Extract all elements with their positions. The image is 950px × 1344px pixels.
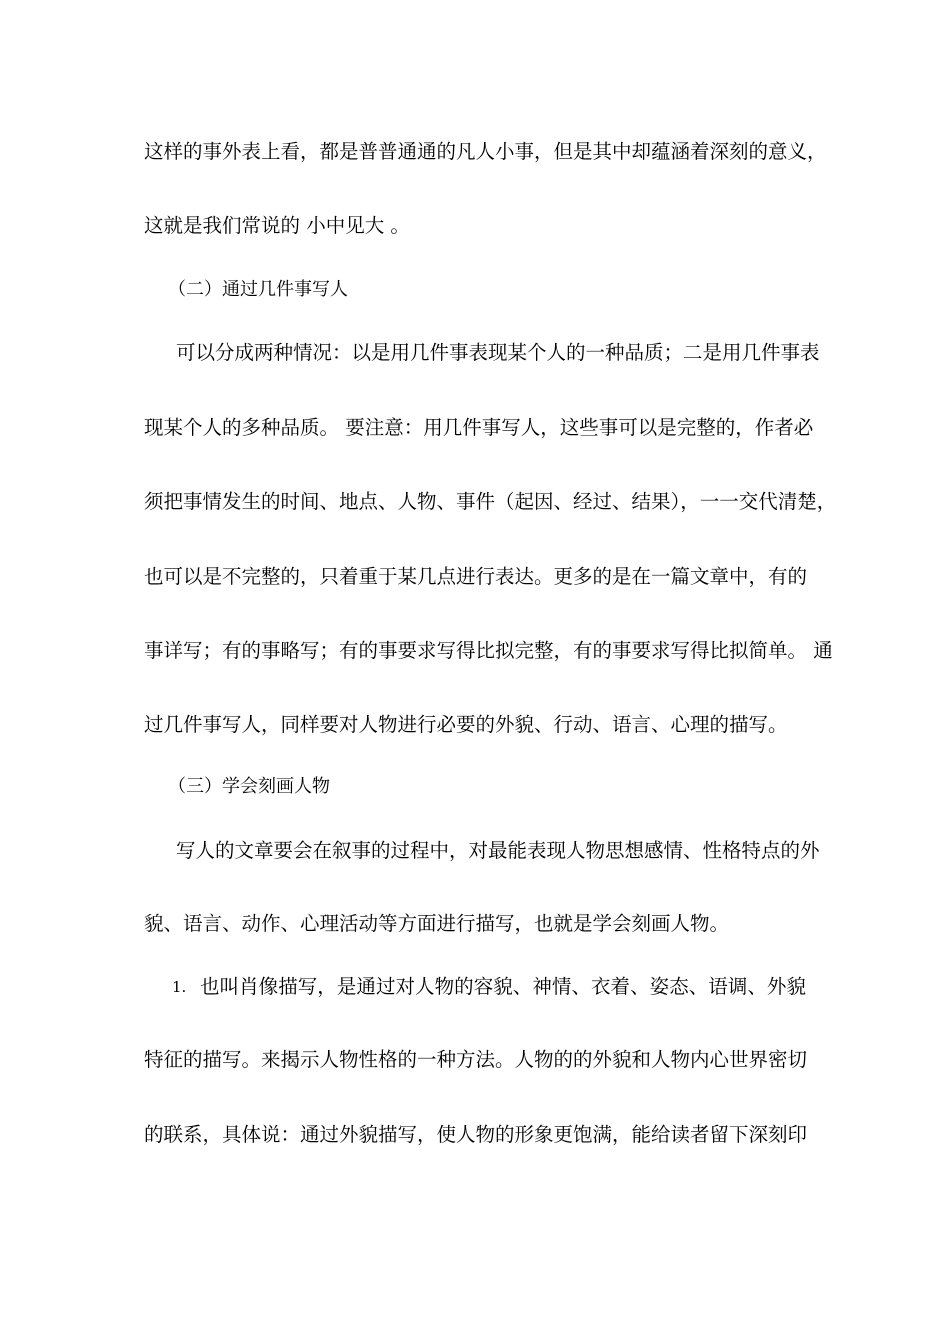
paragraph-line: 现某个人的多种品质。 要注意：用几件事写人，这些事可以是完整的，作者必 <box>144 416 814 439</box>
paragraph-line: 特征的描写。来揭示人物性格的一种方法。人物的的外貌和人物内心世界密切 <box>144 1048 808 1071</box>
list-number: 1. <box>172 978 187 996</box>
paragraph-line: 须把事情发生的时间、地点、人物、事件（起因、经过、结果），一一交代清楚， <box>144 490 837 513</box>
section-heading: （二）通过几件事写人 <box>168 279 348 300</box>
paragraph-line: 的联系，具体说：通过外貌描写，使人物的形象更饱满，能给读者留下深刻印 <box>144 1123 808 1146</box>
section-heading: （三）学会刻画人物 <box>168 776 330 797</box>
paragraph-line: 貌、语言、动作、心理活动等方面进行描写，也就是学会刻画人物。 <box>144 912 730 935</box>
paragraph-line: 也可以是不完整的，只着重于某几点进行表达。更多的是在一篇文章中，有的 <box>144 565 808 588</box>
paragraph-line: 写人的文章要会在叙事的过程中，对最能表现人物思想感情、性格特点的外 <box>176 839 820 862</box>
paragraph-line: 也叫肖像描写，是通过对人物的容貌、神情、衣着、姿态、语调、外貌 <box>200 975 806 998</box>
paragraph-line: 这就是我们常说的 小中见大 。 <box>144 214 410 237</box>
paragraph-line: 事详写；有的事略写；有的事要求写得比拟完整，有的事要求写得比拟简单。 通 <box>144 639 833 662</box>
paragraph-line: 这样的事外表上看，都是普普通通的凡人小事，但是其中却蕴涵着深刻的意义， <box>144 140 827 163</box>
paragraph-line: 过几件事写人，同样要对人物进行必要的外貌、行动、语言、心理的描写。 <box>144 713 788 736</box>
paragraph-line: 可以分成两种情况：以是用几件事表现某个人的一种品质；二是用几件事表 <box>176 341 820 364</box>
